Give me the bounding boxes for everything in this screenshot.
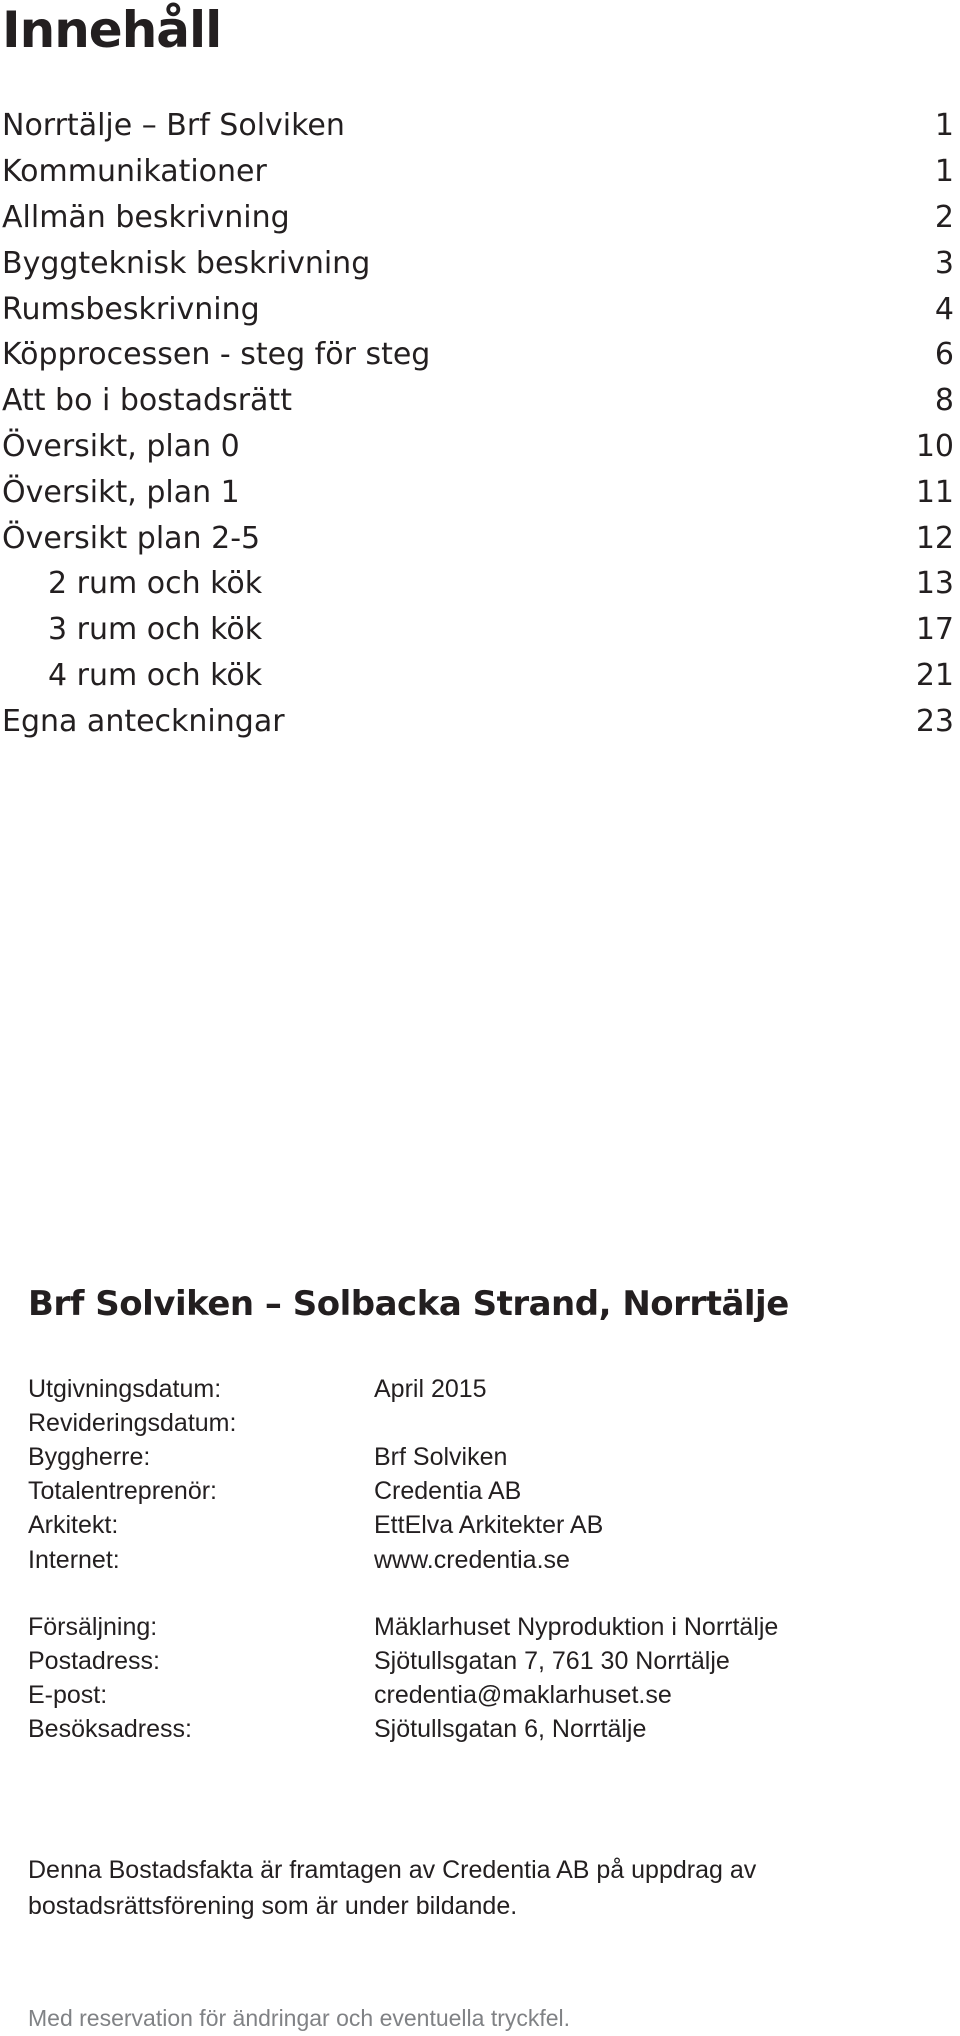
toc-subentry[interactable]: [2, 561, 954, 607]
toc-entry-page: 8: [934, 383, 954, 419]
email-link[interactable]: credentia@maklarhuset.se: [374, 1680, 672, 1709]
toc-entry-page: 11: [915, 474, 954, 510]
toc-entry-label: Översikt plan 2-5: [2, 520, 261, 556]
detail-label: Internet:: [28, 1545, 120, 1574]
detail-label: Revideringsdatum:: [28, 1408, 237, 1437]
detail-row: [28, 1543, 603, 1577]
toc-entry-page: 1: [934, 154, 954, 190]
detail-label: Utgivningsdatum:: [28, 1374, 222, 1403]
toc-entry[interactable]: [2, 240, 954, 286]
toc-entry-label: Att bo i bostadsrätt: [2, 383, 292, 419]
detail-row: [28, 1610, 778, 1644]
detail-value: [374, 1406, 603, 1440]
toc-entry-label: Norrtälje – Brf Solviken: [2, 108, 345, 144]
toc-entry-page: 10: [915, 428, 954, 464]
toc-entry[interactable]: [2, 195, 954, 241]
toc-entry-page: 3: [934, 245, 954, 281]
document-note: Denna Bostadsfakta är framtagen av Credentia AB på uppdrag av bostadsrättsförening som är under bildande.: [28, 1856, 757, 1920]
toc-subentry[interactable]: [2, 653, 954, 699]
toc-entry[interactable]: [2, 469, 954, 515]
toc-entry[interactable]: [2, 149, 954, 195]
toc-entry[interactable]: [2, 424, 954, 470]
toc-entry-label: 2 rum och kök: [48, 566, 263, 602]
detail-row: [28, 1440, 603, 1474]
toc-entry-label: Allmän beskrivning: [2, 199, 290, 235]
toc-entry-label: Egna anteckningar: [2, 703, 285, 739]
detail-row: [28, 1406, 603, 1440]
sales-details: [28, 1610, 778, 1747]
toc-entry-label: 4 rum och kök: [48, 657, 263, 693]
toc-entry-label: 3 rum och kök: [48, 612, 263, 648]
website-link[interactable]: www.credentia.se: [374, 1545, 570, 1574]
toc-entry-page: 21: [915, 657, 954, 693]
toc-entry-label: Kommunikationer: [2, 154, 267, 190]
toc-entry-page: 4: [934, 291, 954, 327]
detail-label: Postadress:: [28, 1646, 161, 1675]
detail-value: Mäklarhuset Nyproduktion i Norrtälje: [374, 1612, 779, 1641]
toc-list: [2, 103, 954, 744]
detail-label: Arkitekt:: [28, 1511, 119, 1540]
toc-entry-label: Byggteknisk beskrivning: [2, 245, 371, 281]
detail-label: E-post:: [28, 1680, 108, 1709]
toc-entry-label: Rumsbeskrivning: [2, 291, 260, 327]
detail-value: EttElva Arkitekter AB: [374, 1511, 604, 1540]
detail-value: Sjötullsgatan 7, 761 30 Norrtälje: [374, 1646, 730, 1675]
toc-subentry[interactable]: [2, 607, 954, 653]
toc-entry-page: 1: [934, 108, 954, 144]
toc-entry[interactable]: [2, 378, 954, 424]
detail-row: [28, 1713, 778, 1747]
disclaimer: Med reservation för ändringar och eventuella tryckfel.: [28, 2005, 571, 2031]
toc-entry[interactable]: [2, 698, 954, 744]
project-title: Brf Solviken – Solbacka Strand, Norrtälje: [28, 1284, 789, 1324]
toc-entry[interactable]: [2, 332, 954, 378]
toc-entry-label: Översikt, plan 0: [2, 428, 240, 464]
detail-row: [28, 1678, 778, 1712]
detail-label: Byggherre:: [28, 1442, 151, 1471]
toc-entry[interactable]: [2, 103, 954, 149]
detail-value: Brf Solviken: [374, 1442, 508, 1471]
toc-entry-page: 23: [915, 703, 954, 739]
toc-entry-page: 13: [915, 566, 954, 602]
detail-row: [28, 1509, 603, 1543]
toc-entry[interactable]: [2, 286, 954, 332]
detail-row: [28, 1475, 603, 1509]
toc-entry-page: 12: [915, 520, 954, 556]
detail-label: Försäljning:: [28, 1612, 158, 1641]
toc-entry-page: 17: [915, 612, 954, 648]
project-details: [28, 1372, 603, 1577]
toc-entry-label: Översikt, plan 1: [2, 474, 240, 510]
detail-row: [28, 1644, 778, 1678]
toc-entry-page: 2: [934, 199, 954, 235]
toc-heading: Innehåll: [2, 1, 222, 59]
detail-label: Besöksadress:: [28, 1715, 192, 1744]
toc-entry-label: Köpprocessen - steg för steg: [2, 337, 431, 373]
detail-value: Credentia AB: [374, 1477, 522, 1506]
detail-row: [28, 1372, 603, 1406]
toc-entry[interactable]: [2, 515, 954, 561]
detail-value: Sjötullsgatan 6, Norrtälje: [374, 1715, 647, 1744]
detail-value: April 2015: [374, 1374, 487, 1403]
detail-label: Totalentreprenör:: [28, 1477, 218, 1506]
toc-entry-page: 6: [934, 337, 954, 373]
